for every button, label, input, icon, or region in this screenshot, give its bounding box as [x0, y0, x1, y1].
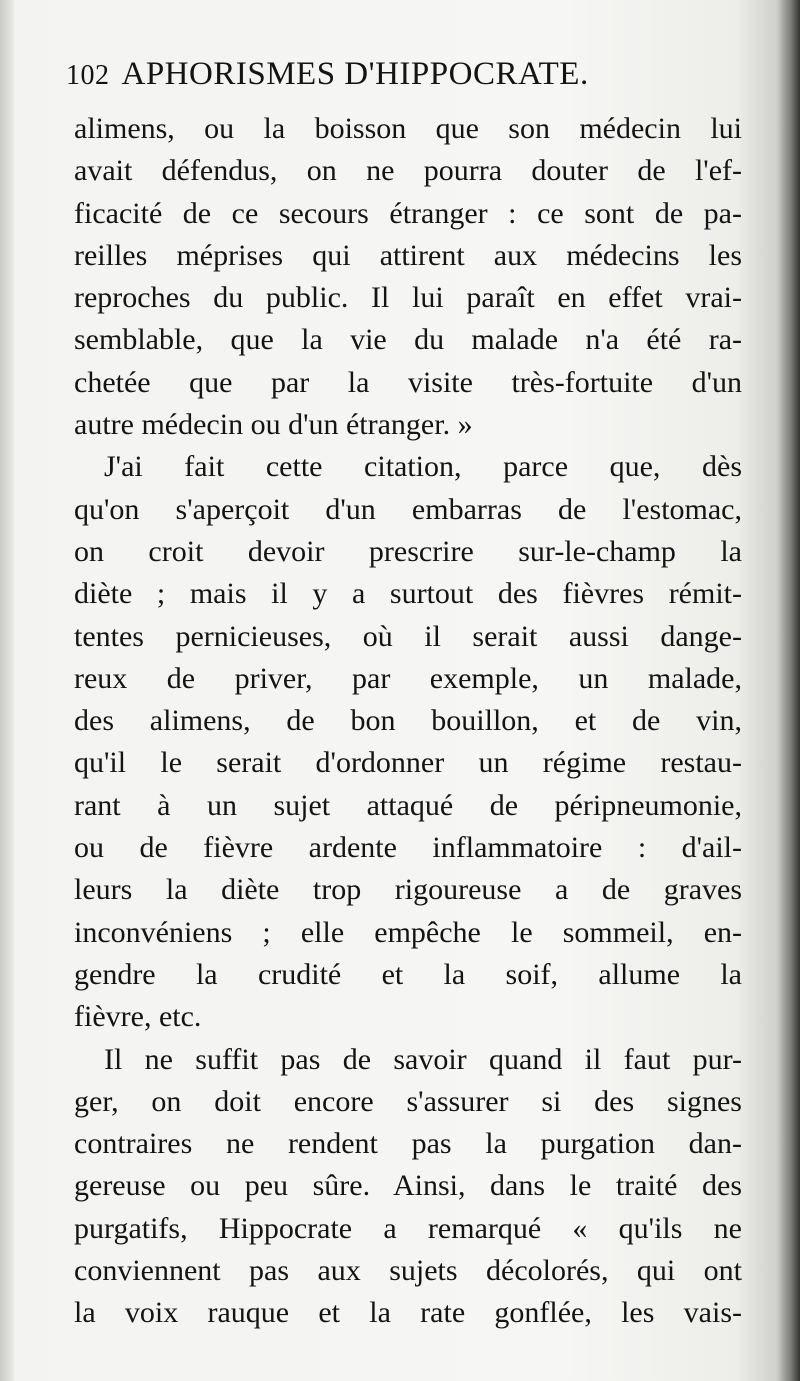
- page-number: 102: [66, 60, 110, 91]
- text-line: semblable, que la vie du malade n'a été ra-: [74, 323, 742, 357]
- paragraph-start-line: J'ai fait cette citation, parce que, dès: [104, 450, 742, 484]
- text-line: ou de fièvre ardente inflammatoire : d'ail-: [74, 831, 742, 865]
- text-line: la voix rauque et la rate gonflée, les vais-: [74, 1296, 742, 1330]
- text-line: on croit devoir prescrire sur-le-champ la: [74, 534, 742, 568]
- text-line: reilles méprises qui attirent aux médecins les: [74, 238, 742, 272]
- text-line: rant à un sujet attaqué de péripneumonie,: [74, 788, 742, 822]
- text-line: diète ; mais il y a surtout des fièvres rémit-: [74, 577, 742, 611]
- text-line: alimens, ou la boisson que son médecin lui: [74, 112, 742, 145]
- text-line: qu'il le serait d'ordonner un régime restau-: [74, 746, 742, 780]
- text-line: fièvre, etc.: [74, 1000, 202, 1034]
- body-text: [74, 108, 742, 1335]
- text-line: avait défendus, on ne pourra douter de l'ef-: [74, 154, 742, 188]
- paragraph-start-line: Il ne suffit pas de savoir quand il faut pur-: [104, 1042, 742, 1076]
- text-line: leurs la diète trop rigoureuse a de graves: [74, 873, 742, 907]
- text-line: contraires ne rendent pas la purgation dan-: [74, 1127, 742, 1161]
- text-line: ficacité de ce secours étranger : ce sont de pa-: [74, 196, 742, 230]
- page-gutter-shadow: [778, 0, 800, 1381]
- running-title: APHORISMES D'HIPPOCRATE.: [121, 56, 589, 92]
- text-line: reux de priver, par exemple, un malade,: [74, 661, 742, 695]
- page-left-edge: [0, 0, 14, 1381]
- text-line: autre médecin ou d'un étranger. »: [74, 408, 473, 442]
- text-line: gereuse ou peu sûre. Ainsi, dans le traité des: [74, 1169, 742, 1203]
- text-line: chetée que par la visite très-fortuite d'un: [74, 365, 742, 399]
- running-header: [66, 56, 746, 104]
- text-line: des alimens, de bon bouillon, et de vin,: [74, 704, 742, 738]
- text-line: conviennent pas aux sujets décolorés, qui ont: [74, 1254, 742, 1288]
- text-line: qu'on s'aperçoit d'un embarras de l'estomac,: [74, 492, 742, 526]
- text-line: inconvéniens ; elle empêche le sommeil, en-: [74, 915, 742, 949]
- text-line: gendre la crudité et la soif, allume la: [74, 957, 742, 991]
- text-line: tentes pernicieuses, où il serait aussi dange-: [74, 619, 742, 653]
- text-line: purgatifs, Hippocrate a remarqué « qu'ils ne: [74, 1211, 742, 1245]
- text-line: reproches du public. Il lui paraît en effet vrai-: [74, 281, 742, 315]
- text-line: ger, on doit encore s'assurer si des signes: [74, 1084, 742, 1118]
